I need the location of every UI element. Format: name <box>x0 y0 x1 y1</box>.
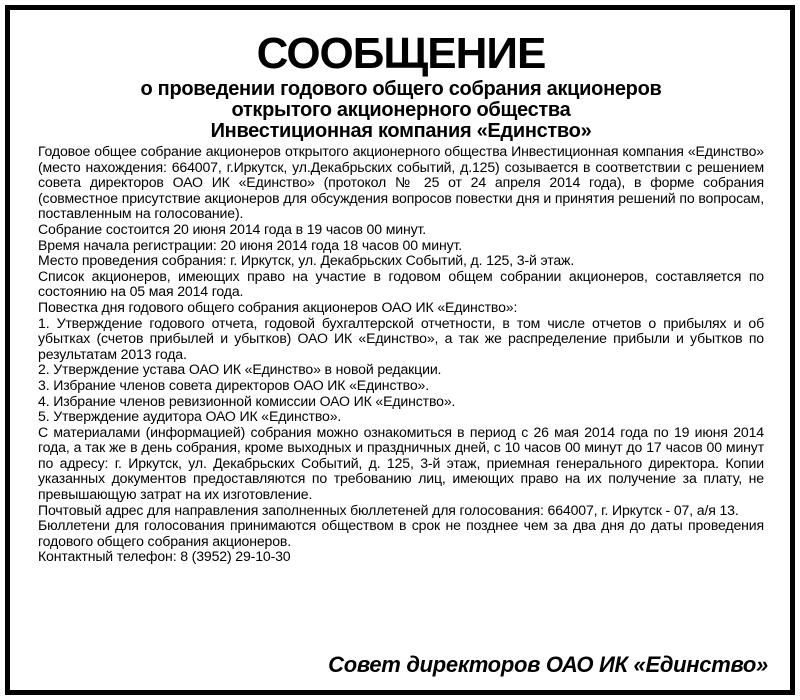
subtitle-line-3: Инвестиционная компания «Единство» <box>210 120 592 142</box>
materials-paragraph: С материалами (информацией) собрания можно ознакомиться в период с 26 мая 2014 года по 19 июня 2014 года, а так же в день собрания, кроме выходных и праздничных дней, с 10 часов 00 минут до 17 часов 00 минут по адресу: г. Иркутск, ул. Декабрьских Событий, д. 125, 3-й этаж, приемная генерального директора. Копии указанных документов предоставляются по требованию лиц, имеющих право на их получение за плату, не превышающую затрат на их изготовление. <box>38 423 764 503</box>
agenda-item: 4. Избрание членов ревизионной комиссии ОАО ИК «Единство». <box>38 392 456 409</box>
notice-frame <box>5 5 795 695</box>
intro-paragraph: Годовое общее собрание акционеров открытого акционерного общества Инвестиционная компания «Единство» (место нахождения: 664007, г.Иркутск, ул.Декабрьских событий, д.125) созывается в соответствии с решением совета директоров ОАО ИК «Единство» (протокол № 25 от 24 апреля 2014 года), в форме собрания (совместное присутствие акционеров для обсуждения вопросов повестки дня и принятия решений по вопросам, поставленным на голосование). <box>38 143 764 222</box>
agenda-item: 5. Утверждение аудитора ОАО ИК «Единство». <box>38 408 342 425</box>
contact-phone: Контактный телефон: 8 (3952) 29-10-30 <box>38 548 291 565</box>
signature: Совет директоров ОАО ИК «Единство» <box>328 652 768 677</box>
notice-title: СООБЩЕНИЕ <box>256 29 546 78</box>
postal-address: Почтовый адрес для направления заполненных бюллетеней для голосования: 664007, г. Иркутск - 07, а/я 13. <box>38 501 739 518</box>
agenda-title: Повестка дня годового общего собрания акционеров ОАО ИК «Единство»: <box>38 298 518 315</box>
agenda-item: 1. Утверждение годового отчета, годовой бухгалтерской отчетности, в том числе отчетов о прибылях и об убытках (счетов прибылей и убытков) ОАО ИК «Единство», а так же распределение прибыли и убытков по результатам 2013 года. <box>38 314 764 362</box>
registration-time: Время начала регистрации: 20 июня 2014 года 18 часов 00 минут. <box>38 236 462 253</box>
notice-body <box>38 144 764 565</box>
subtitle-line-2: открытого акционерного общества <box>231 99 571 121</box>
meeting-time: Собрание состоится 20 июня 2014 года в 19 часов 00 минут. <box>38 220 427 237</box>
agenda-item: 2. Утверждение устава ОАО ИК «Единство» в новой редакции. <box>38 361 442 378</box>
notice-subtitle <box>38 79 764 142</box>
ballots-paragraph: Бюллетени для голосования принимаются обществом в срок не позднее чем за два дня до даты проведения годового общего собрания акционеров. <box>38 517 764 549</box>
subtitle-line-1: о проведении годового общего собрания акционеров <box>140 78 662 100</box>
agenda-item: 3. Избрание членов совета директоров ОАО ИК «Единство». <box>38 376 429 393</box>
shareholders-list-date: Список акционеров, имеющих право на участие в годовом общем собрании акционеров, составляется по состоянию на 05 мая 2014 года. <box>38 267 764 300</box>
meeting-venue: Место проведения собрания: г. Иркутск, ул. Декабрьских Событий, д. 125, 3-й этаж. <box>38 252 575 269</box>
